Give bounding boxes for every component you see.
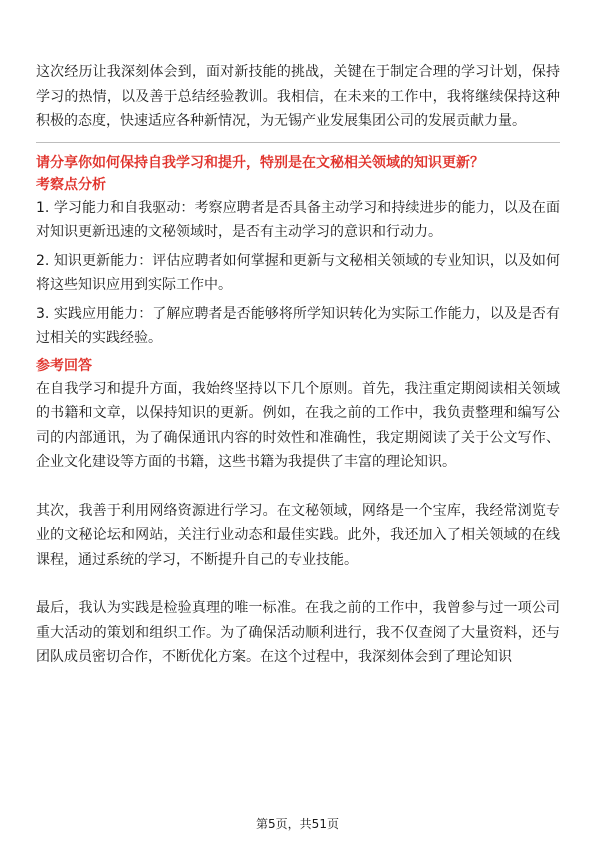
answer-paragraph-1: 在自我学习和提升方面，我始终坚持以下几个原则。首先，我注重定期阅读相关领域的书籍和文章，以保持知识的更新。例如，在我之前的工作中，我负责整理和编写公司的内部通讯，为了确保通讯内容的时效性和准确性，我定期阅读了关于公文写作、企业文化建设等方面的书籍，这些书籍为我提供了丰富的理论知识。 bbox=[36, 380, 560, 470]
analysis-item-3: 3. 实践应用能力：了解应聘者是否能够将所学知识转化为实际工作能力，以及是否有过相关的实践经验。 bbox=[36, 305, 560, 346]
answer-body bbox=[36, 377, 560, 670]
page-footer bbox=[0, 816, 595, 832]
analysis-heading: 考察点分析 bbox=[36, 176, 106, 193]
intro-paragraph: 这次经历让我深刻体会到，面对新技能的挑战，关键在于制定合理的学习计划，保持学习的热情，以及善于总结经验教训。我相信，在未来的工作中，我将继续保持这种积极的态度，快速适应各种新情况，为无锡产业发展集团公司的发展贡献力量。 bbox=[36, 64, 560, 129]
analysis-item-1: 1. 学习能力和自我驱动：考察应聘者是否具备主动学习和持续进步的能力，以及在面对知识更新迅速的文秘领域时，是否有主动学习的意识和行动力。 bbox=[36, 199, 560, 240]
page-content bbox=[36, 60, 560, 670]
section-divider bbox=[36, 142, 560, 143]
analysis-item-2: 2. 知识更新能力：评估应聘者如何掌握和更新与文秘相关领域的专业知识，以及如何将这些知识应用到实际工作中。 bbox=[36, 252, 560, 293]
answer-paragraph-2: 其次，我善于利用网络资源进行学习。在文秘领域，网络是一个宝库，我经常浏览专业的文秘论坛和网站，关注行业动态和最佳实践。此外，我还加入了相关领域的在线课程，通过系统的学习，不断提升自己的专业技能。 bbox=[36, 502, 560, 568]
answer-heading: 参考回答 bbox=[36, 357, 92, 374]
interview-question: 请分享你如何保持自我学习和提升，特别是在文秘相关领域的知识更新？ bbox=[36, 154, 484, 171]
answer-paragraph-3: 最后，我认为实践是检验真理的唯一标准。在我之前的工作中，我曾参与过一项公司重大活动的策划和组织工作。为了确保活动顺利进行，我不仅查阅了大量资料，还与团队成员密切合作，不断优化方案。在这个过程中，我深刻体会到了理论知识 bbox=[36, 600, 560, 665]
page-number-label: 第5页，共51页 bbox=[256, 817, 339, 831]
analysis-list bbox=[36, 196, 560, 351]
